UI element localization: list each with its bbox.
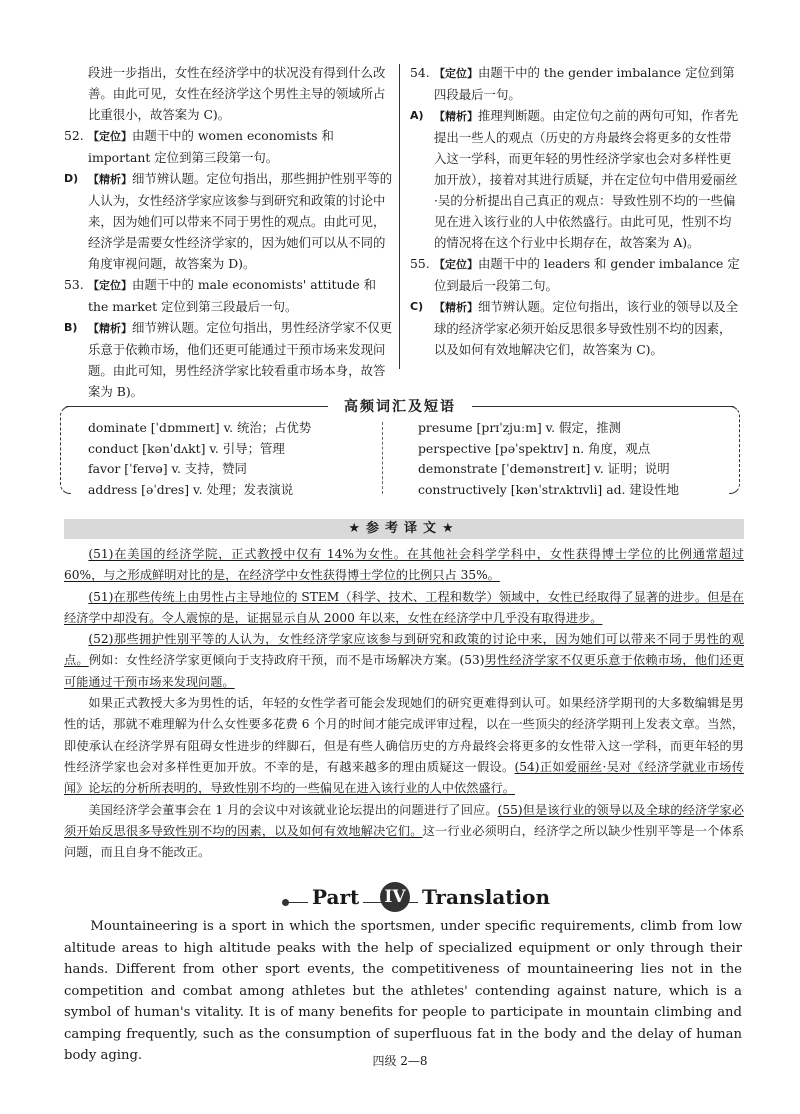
translation-passage: Mountaineering is a sport in which the sportsmen, under specific requirements, climb from low altitude areas to high altitude peaks with the help of specialized equipment or only through their hands. Different from other sport events, the competitiveness of mountaineering lies not in the competition and combat among athletes but the athletes' contending against nature, which is a symbol of human's vitality. It is of many benefits for people to participate in mountain climbing and camping frequently, such as the consumption of superfluous fat in the body and the delay of human body aging.: [64, 919, 742, 1063]
vocab-entry: address [əˈdres] v. 处理；发表演说: [88, 481, 294, 497]
vocab-entry: presume [prɪˈzjuːm] v. 假定，推测: [418, 420, 622, 435]
q55-analysis: C) 【精析】细节辨认题。定位句指出，该行业的领导以及全球的经济学家必须开始反思很多导致性别不均的因素，以及如何有效地解决它们，故答案为 C)。: [410, 299, 739, 357]
page-number: 四级 2—8: [372, 1054, 428, 1068]
column-divider: [399, 64, 400, 369]
vocab-list-right: [418, 418, 679, 500]
part-title: Translation: [418, 880, 554, 914]
vocab-frame-curve: [729, 406, 740, 494]
ref-paragraph: 美国经济学会董事会在 1 月的会议中对该就业论坛提出的问题进行了回应。(55)但是该行业的领导以及全球的经济学家必须开始反思很多导致性别不均的因素，以及如何有效地解决它们。这一行业必须明白，经济学之所以缺少性别平等是一个体系问题，而且自身不能改正。: [64, 802, 745, 860]
q55-location: 55. 【定位】由题干中的 leaders 和 gender imbalance 定位到最后一段第二句。: [410, 256, 740, 293]
part-heading: [282, 880, 550, 916]
part-heading-dot: [282, 899, 289, 906]
ref-paragraph: (51)在那些传统上由男性占主导地位的 STEM（科学、技术、工程和数学）领域中，女性已经取得了显著的进步。但是在经济学中却没有。令人震惊的是，证据显示自从 2000 年以来，女性在经济学中几乎没有取得进步。: [64, 589, 744, 625]
ref-paragraph: (52)那些拥护性别平等的人认为，女性经济学家应该参与到研究和政策的讨论中来，因为她们可以带来不同于男性的观点。例如：女性经济学家更倾向于支持政府干预，而不是市场解决方案。(53)男性经济学家不仅更乐意于依赖市场，他们还更可能通过干预市场来发现问题。: [64, 632, 745, 689]
vocab-entry: demonstrate [ˈdemənstreɪt] v. 证明；说明: [418, 461, 670, 476]
vocab-entry: dominate [ˈdɒmɪneɪt] v. 统治；占优势: [88, 420, 312, 435]
q53-location: 53. 【定位】由题干中的 male economists' attitude 和 the market 定位到第三段最后一句。: [64, 277, 377, 314]
q53-analysis: B) 【精析】细节辨认题。定位句指出，男性经济学家不仅更乐意于依赖市场，他们还更可能通过干预市场来发现问题。由此可知，男性经济学家比较看重市场本身，故答案为 B)。: [64, 320, 393, 399]
vocab-title: 高频词汇及短语: [60, 396, 740, 416]
vocab-divider: [382, 422, 383, 494]
vocab-entry: conduct [kənˈdʌkt] v. 引导；管理: [88, 440, 285, 456]
vocab-frame-curve: [60, 406, 71, 494]
part-number-badge: IV: [380, 882, 410, 912]
vocab-entry: favor [ˈfeɪvə] v. 支持，赞同: [88, 461, 247, 476]
q54-analysis: A) 【精析】推理判断题。由定位句之前的两句可知，作者先提出一些人的观点（历史的方舟最终会将更多的女性带入这一学科，而更年轻的男性经济学家也会对多样性更加开放），接着对其进行质疑，并在定位句中借用爱丽丝·吴的分析提出自己真正的观点：导致性别不均的一些偏见在进入该行业的人中依然盛行。由此可见，性别不均的情况将在这个行业中长期存在，故答案为 A)。: [410, 108, 739, 250]
right-column: [410, 62, 740, 360]
vocabulary-box: [60, 396, 740, 502]
ref-paragraph: (51)在美国的经济学院，正式教授中仅有 14%为女性。在其他社会科学学科中，女性获得博士学位的比例通常超过 60%，与之形成鲜明对比的是，在经济学中女性获得博士学位的比例只占 35%。: [64, 547, 744, 583]
q52-location: 52. 【定位】由题干中的 women economists 和 important 定位到第三段第一句。: [64, 128, 334, 165]
q51-continuation: 段进一步指出，女性在经济学中的状况没有得到什么改善。由此可见，女性在经济学这个男性主导的领域所占比重很小，故答案为 C)。: [88, 65, 386, 122]
vocab-entry: perspective [pəˈspektɪv] n. 角度，观点: [418, 440, 651, 456]
q54-location: 54. 【定位】由题干中的 the gender imbalance 定位到第四段最后一句。: [410, 65, 735, 102]
vocab-entry: constructively [kənˈstrʌktɪvli] ad. 建设性地: [418, 481, 679, 497]
left-column: [64, 62, 394, 402]
part-word: Part: [308, 880, 363, 914]
vocab-list-left: [88, 418, 311, 500]
reference-translation-header: ★参考译文★: [64, 519, 744, 539]
q52-analysis: D) 【精析】细节辨认题。定位句指出，那些拥护性别平等的人认为，女性经济学家应该参与到研究和政策的讨论中来，因为她们可以带来不同于男性的观点。由此可见，经济学是需要女性经济学家的，因为她们可以从不同的角度审视问题，故答案为 D)。: [64, 171, 393, 271]
ref-paragraph: 如果正式教授大多为男性的话，年轻的女性学者可能会发现她们的研究更难得到认可。如果经济学期刊的大多数编辑是男性的话，那就不难理解为什么女性要多花费 6 个月的时间才能完成评审过程，以在一些顶尖的经济学期刊上发表文章。当然，即使承认在经济学界有阻碍女性进步的绊脚石，但是有些人确信历史的方舟最终会将更多的女性带入这一学科，而更年轻的男性经济学家也会对多样性更加开放。不幸的是，有越来越多的理由质疑这一假设。(54)正如爱丽丝·吴对《经济学就业市场传闻》论坛的分析所表明的，导致性别不均的一些偏见在进入该行业的人中依然盛行。: [64, 696, 744, 796]
reference-translation: [64, 544, 744, 863]
